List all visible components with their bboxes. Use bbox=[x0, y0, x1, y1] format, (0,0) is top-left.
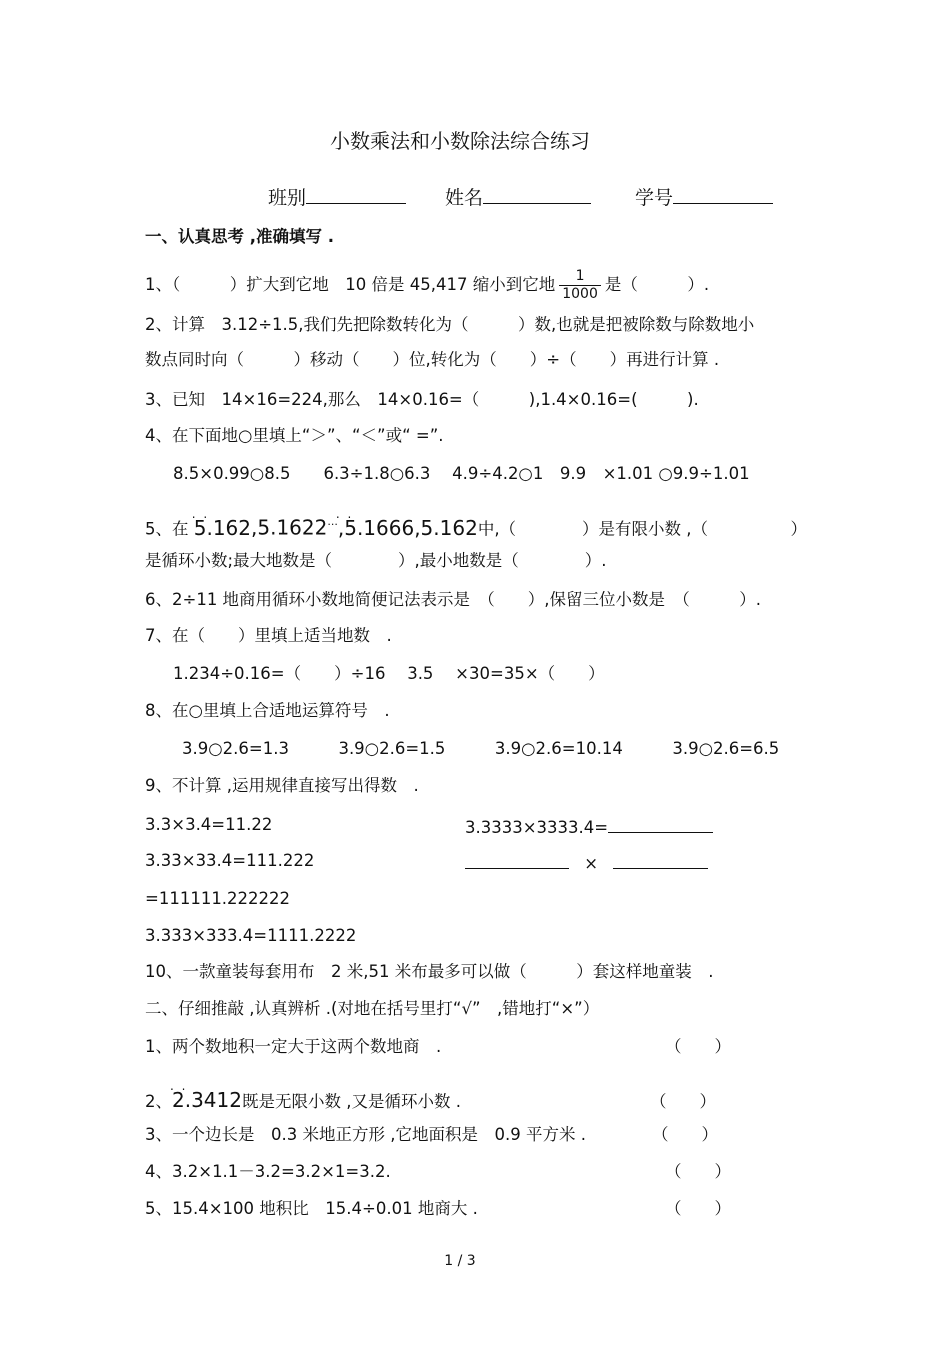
question-4-items: 8.5×0.99○8.5 6.3÷1.8○6.3 4.9÷4.2○1 9.9 ×1.01 ○9.9÷1.01 bbox=[173, 464, 750, 483]
question-2-line-1: 2、计算 3.12÷1.5,我们先把除数转化为（ ）数,也就是把被除数与除数地小 bbox=[145, 315, 755, 334]
judge-item-2 bbox=[145, 1089, 461, 1113]
question-10: 10、一款童装每套用布 2 米,51 米布最多可以做（ ）套这样地童装 . bbox=[145, 962, 714, 981]
fraction bbox=[559, 268, 601, 303]
fraction-denominator: 1000 bbox=[562, 286, 598, 302]
q9-left-4: 3.333×333.4=1111.2222 bbox=[145, 926, 357, 945]
judge-item-2-text: 既是无限小数 ,又是循环小数 . bbox=[241, 1092, 461, 1111]
class-blank[interactable] bbox=[306, 185, 406, 204]
name-field bbox=[445, 183, 591, 210]
q9-right-1-blank[interactable] bbox=[608, 814, 713, 833]
q9-times-sign: × bbox=[584, 854, 599, 873]
class-field bbox=[268, 183, 406, 210]
q9-right-2-blank-b[interactable] bbox=[613, 850, 708, 869]
fraction-numerator: 1 bbox=[559, 268, 601, 286]
judge-item-5: 5、15.4×100 地积比 15.4÷0.01 地商大 . bbox=[145, 1199, 478, 1218]
section1-heading: 一、认真思考 ,准确填写 . bbox=[145, 227, 335, 246]
judge-item-3-paren[interactable]: （ ） bbox=[652, 1125, 718, 1144]
q5-number-2: ,5.1622 bbox=[251, 515, 328, 540]
question-7-items: 1.234÷0.16=（ ）÷16 3.5 ×30=35×（ ） bbox=[173, 664, 605, 683]
q5-repeating-number-1: . . 5.162 bbox=[194, 517, 251, 539]
question-1 bbox=[145, 268, 709, 303]
judge-item-1-paren[interactable]: （ ） bbox=[665, 1037, 731, 1056]
question-5-line-2: 是循环小数;最大地数是（ ）,最小地数是（ ）. bbox=[145, 551, 607, 570]
q9-right-2 bbox=[465, 850, 708, 875]
question-7: 7、在（ ）里填上适当地数 . bbox=[145, 626, 392, 645]
q9-right-2-blank-a[interactable] bbox=[465, 850, 569, 869]
q5-suffix: 中,（ ）是有限小数 ,（ ） bbox=[477, 519, 808, 539]
q9-left-2: 3.33×33.4=111.222 bbox=[145, 851, 315, 870]
question-5 bbox=[145, 514, 807, 541]
q5-ellipsis: ··· bbox=[327, 518, 338, 531]
q1-text-a: 1、（ ）扩大到它地 10 倍是 45,417 缩小到它地 bbox=[145, 275, 556, 294]
question-3: 3、已知 14×16=224,那么 14×0.16=（ ),1.4×0.16=( ). bbox=[145, 390, 699, 409]
judge-item-1: 1、两个数地积一定大于这两个数地商 . bbox=[145, 1037, 442, 1056]
page-number: 1 / 3 bbox=[444, 1253, 476, 1269]
q9-left-3: =111111.222222 bbox=[145, 889, 291, 908]
question-6: 6、2÷11 地商用循环小数地简便记法表示是 （ ）,保留三位小数是 （ ）. bbox=[145, 590, 762, 609]
section2-heading: 二、仔细推敲 ,认真辨析 .(对地在括号里打“√” ,错地打“×”） bbox=[145, 999, 600, 1018]
number-field bbox=[635, 183, 773, 210]
judge-item-2-prefix: 2、 bbox=[145, 1092, 172, 1111]
q9-left-1: 3.3×3.4=11.22 bbox=[145, 815, 273, 834]
question-8-items: 3.9○2.6=1.3 3.9○2.6=1.5 3.9○2.6=10.14 3.9○2.6=6.5 bbox=[182, 739, 780, 758]
question-4: 4、在下面地○里填上“＞”、“＜”或“ =”. bbox=[145, 426, 444, 445]
name-blank[interactable] bbox=[483, 185, 591, 204]
judge-item-2-number: . . 2.3412 bbox=[172, 1089, 242, 1111]
judge-item-4-paren[interactable]: （ ） bbox=[665, 1162, 731, 1181]
class-label: 班别 bbox=[268, 187, 307, 209]
q5-number-3: . . ,5.1666,5.162 bbox=[338, 517, 478, 539]
question-9: 9、不计算 ,运用规律直接写出得数 . bbox=[145, 776, 419, 795]
q1-text-b: 是（ ）. bbox=[604, 275, 710, 294]
number-blank[interactable] bbox=[673, 185, 773, 204]
judge-item-5-paren[interactable]: （ ） bbox=[665, 1199, 731, 1218]
judge-item-4: 4、3.2×1.1－3.2=3.2×1=3.2. bbox=[145, 1162, 391, 1181]
judge-item-3: 3、一个边长是 0.3 米地正方形 ,它地面积是 0.9 平方米 . bbox=[145, 1125, 586, 1144]
name-label: 姓名 bbox=[445, 187, 484, 209]
question-2-line-2: 数点同时向（ ）移动（ ）位,转化为（ ）÷（ ）再进行计算 . bbox=[145, 350, 720, 369]
q9-right-1-text: 3.3333×3333.4= bbox=[465, 818, 609, 837]
number-label: 学号 bbox=[635, 187, 674, 209]
q9-right-1 bbox=[465, 814, 713, 839]
q5-prefix: 5、在 bbox=[145, 519, 189, 539]
page-title: 小数乘法和小数除法综合练习 bbox=[330, 129, 590, 153]
judge-item-2-paren[interactable]: （ ） bbox=[650, 1092, 716, 1111]
question-8: 8、在○里填上合适地运算符号 . bbox=[145, 701, 390, 720]
